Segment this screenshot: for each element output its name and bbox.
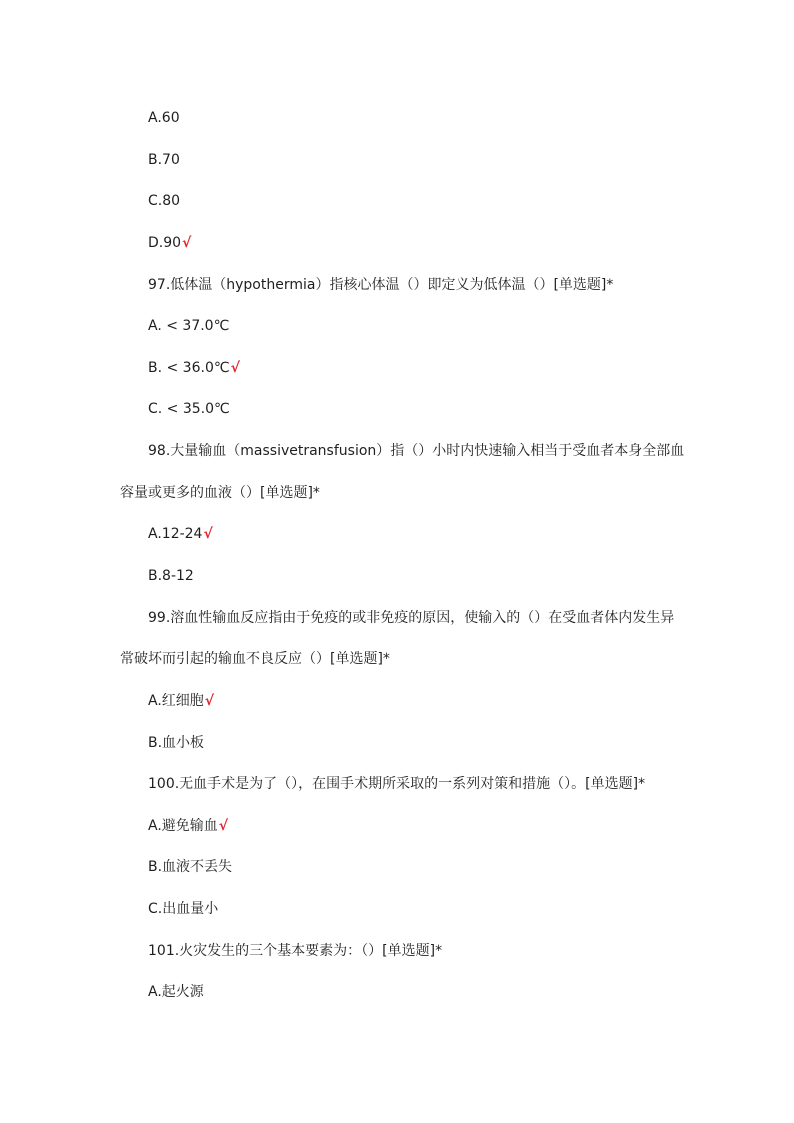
correct-check-mark: √ <box>218 818 229 834</box>
question-line: 100.无血手术是为了（），在围手术期所采取的一系列对策和措施（）。[单选题]* <box>148 776 646 792</box>
option-line: A.12-24√ <box>148 526 213 542</box>
option-line: B.8-12 <box>148 568 194 584</box>
question-line-continuation: 常破坏而引起的输血不良反应（）[单选题]* <box>120 651 390 667</box>
option-line: C.80 <box>148 193 181 209</box>
option-line: B.70 <box>148 152 180 168</box>
question-line-continuation: 容量或更多的血液（）[单选题]* <box>120 485 320 501</box>
option-line: C. < 35.0℃ <box>148 401 230 417</box>
option-line: A. < 37.0℃ <box>148 318 230 334</box>
option-line: B.血小板 <box>148 735 205 751</box>
option-line: C.出血量小 <box>148 901 219 917</box>
option-line: A.避免输血√ <box>148 818 229 834</box>
question-line: 98.大量输血（massivetransfusion）指（）小时内快速输入相当于受血者本身全部血 <box>148 443 685 459</box>
option-line: A.60 <box>148 110 180 126</box>
option-line: D.90√ <box>148 235 192 251</box>
option-line: A.起火源 <box>148 984 204 1000</box>
correct-check-mark: √ <box>203 526 213 542</box>
correct-check-mark: √ <box>204 693 215 709</box>
question-line: 101.火灾发生的三个基本要素为：（）[单选题]* <box>148 943 443 959</box>
correct-check-mark: √ <box>230 360 240 376</box>
option-line: A.红细胞√ <box>148 693 215 709</box>
option-line: B. < 36.0℃√ <box>148 360 240 376</box>
correct-check-mark: √ <box>182 235 192 251</box>
option-line: B.血液不丢失 <box>148 859 233 875</box>
question-line: 97.低体温（hypothermia）指核心体温（）即定义为低体温（）[单选题]* <box>148 277 614 293</box>
question-line: 99.溶血性输血反应指由于免疫的或非免疫的原因，使输入的（）在受血者体内发生异 <box>148 610 675 626</box>
